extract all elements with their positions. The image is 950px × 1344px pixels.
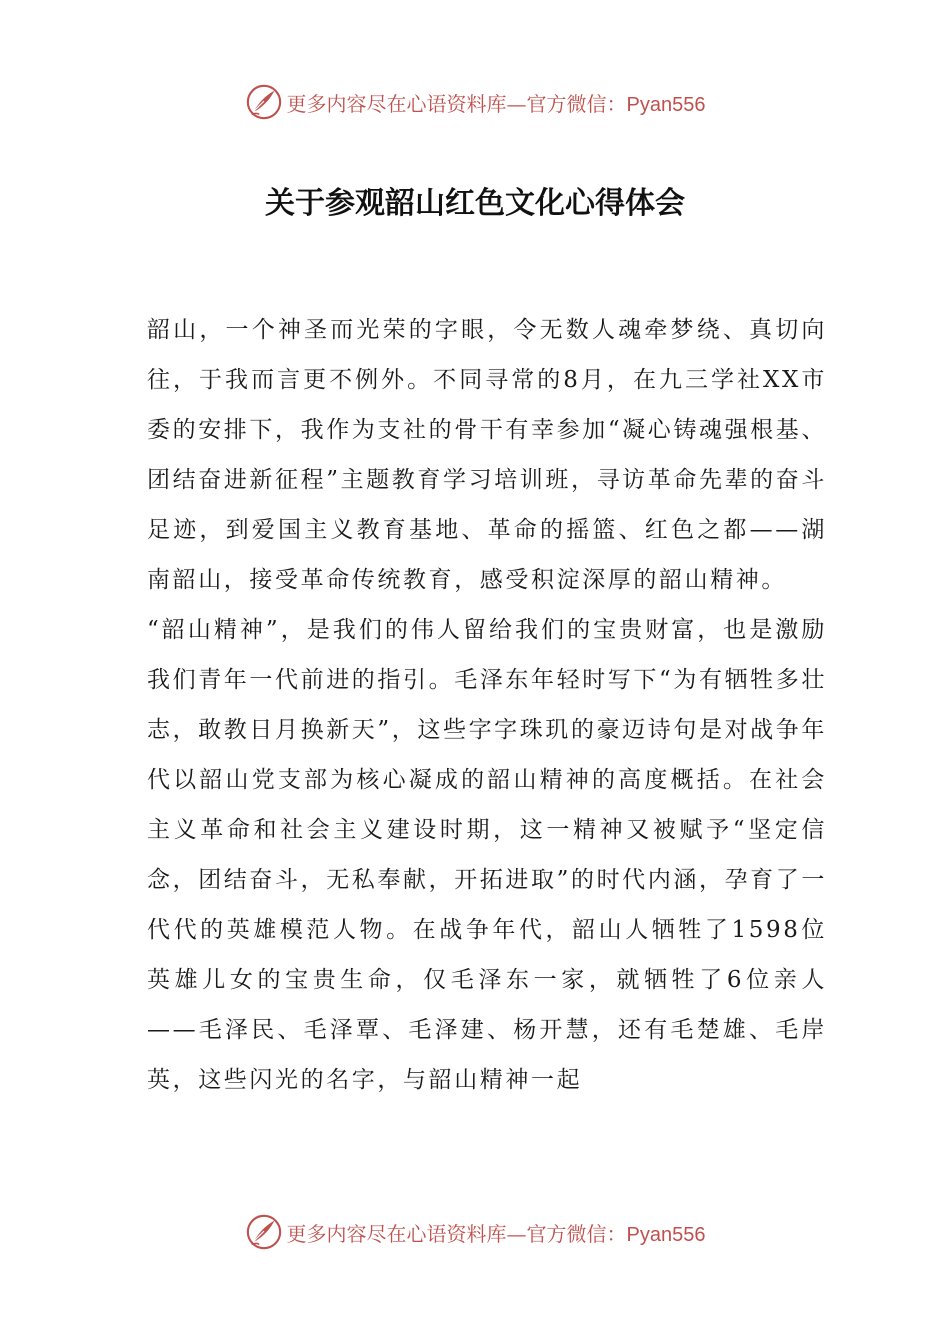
footer-banner (0, 1212, 950, 1252)
banner-text (287, 1218, 706, 1247)
header-banner (0, 82, 950, 122)
quill-pen-logo-icon (245, 83, 283, 121)
banner-text (287, 88, 706, 117)
banner-wechat-label: 官方微信： (526, 1221, 627, 1246)
quill-pen-logo-icon (245, 1213, 283, 1251)
banner-slogan: 更多内容尽在心语资料库 (286, 91, 507, 116)
banner-separator: — (506, 1221, 527, 1246)
banner-separator: — (506, 91, 527, 116)
banner-wechat-id: Pyan556 (626, 93, 706, 116)
banner-slogan: 更多内容尽在心语资料库 (286, 1221, 507, 1246)
banner-wechat-id: Pyan556 (626, 1223, 706, 1246)
document-title: 关于参观韶山红色文化心得体会 (265, 186, 685, 221)
paragraph-1: 韶山，一个神圣而光荣的字眼，令无数人魂牵梦绕、真切向往，于我而言更不例外。不同寻常的8月，在九三学社XX市委的安排下，我作为支社的骨干有幸参加“凝心铸魂强根基、团结奋进新征程”主题教育学习培训班，寻访革命先辈的奋斗足迹，到爱国主义教育基地、革命的摇篮、红色之都——湖南韶山，接受革命传统教育，感受积淀深厚的韶山精神。 (147, 317, 827, 593)
document-body (147, 305, 827, 1105)
banner-wechat-label: 官方微信： (526, 91, 627, 116)
paragraph-2: “韶山精神”，是我们的伟人留给我们的宝贵财富，也是激励我们青年一代前进的指引。毛泽东年轻时写下“为有牺牲多壮志，敢教日月换新天”，这些字字珠玑的豪迈诗句是对战争年代以韶山党支部为核心凝成的韶山精神的高度概括。在社会主义革命和社会主义建设时期，这一精神又被赋予“坚定信念，团结奋斗，无私奉献，开拓进取”的时代内涵，孕育了一代代的英雄模范人物。在战争年代，韶山人牺牲了1598位英雄儿女的宝贵生命，仅毛泽东一家，就牺牲了6位亲人——毛泽民、毛泽覃、毛泽建、杨开慧，还有毛楚雄、毛岸英，这些闪光的名字，与韶山精神一起 (147, 617, 827, 1093)
